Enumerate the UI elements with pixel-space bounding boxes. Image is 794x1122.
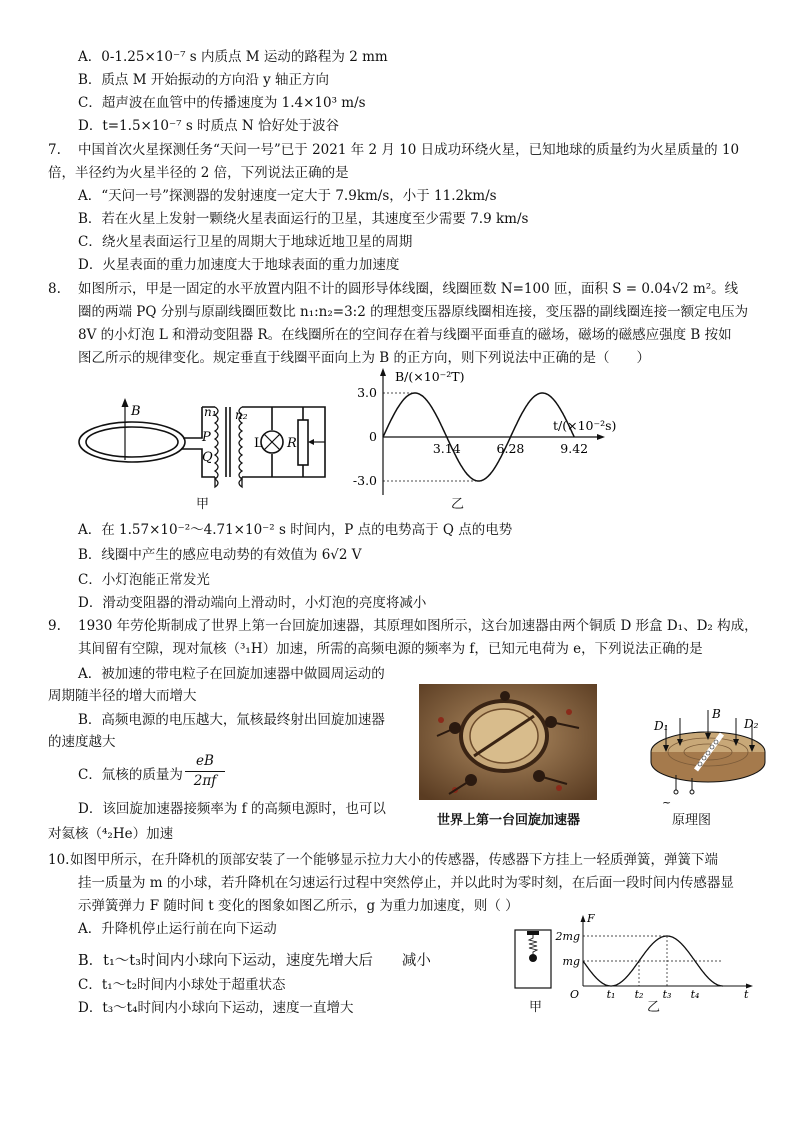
q9-option-d-line2: 对氦核（⁴₂He）加速 xyxy=(48,826,174,842)
q8-number: 8. xyxy=(48,281,61,297)
label-ac-source: ~ xyxy=(662,796,672,809)
lead-to-p xyxy=(183,433,202,438)
label-d1: D₁ xyxy=(654,719,669,733)
q10-fig-yi-label: 乙 xyxy=(647,1000,661,1015)
q8-circuit-figure xyxy=(75,385,335,500)
q10-ft-graph xyxy=(555,912,758,1002)
rheostat-box xyxy=(298,420,308,465)
q9-option-b-line1: B．高频电源的电压越大，氚核最终射出回旋加速器 xyxy=(78,712,385,728)
q7-option-b: B．若在火星上发射一颗绕火星表面运行的卫星，其速度至少需要 7.9 km/s xyxy=(78,211,529,227)
coil-inner-ring xyxy=(86,427,178,457)
q7-option-c: C．绕火星表面运行卫星的周期大于地球近地卫星的周期 xyxy=(78,234,413,250)
label-n1: n₁ xyxy=(204,405,217,419)
bt-y-tick-label: 3.0 xyxy=(357,385,377,400)
cyclotron-principle-diagram xyxy=(646,700,776,810)
bt-x-tick-label: 9.42 xyxy=(560,441,589,456)
q10-stem-line1: 如图甲所示，在升降机的顶部安装了一个能够显示拉力大小的传感器，传感器下方挂上一轻质弹簧，弹簧下端 xyxy=(70,852,718,868)
q9-option-a-line1: A．被加速的带电粒子在回旋加速器中做圆周运动的 xyxy=(78,666,385,682)
ft-x-tick-label: t₃ xyxy=(662,988,672,1001)
q8-stem-line2: 圈的两端 PQ 分别与原副线圈匝数比 n₁:n₂=3:2 的理想变压器原线圈相连接，变压器的副线圈连接一额定电压为 xyxy=(78,304,749,320)
q8-option-b: B．线圈中产生的感应电动势的有效值为 6√2 V xyxy=(78,547,362,563)
q9-option-b-line2: 的速度越大 xyxy=(48,734,116,750)
ft-origin-label: O xyxy=(569,988,579,1001)
label-l: L xyxy=(254,436,263,451)
ft-y-tick-mg: mg xyxy=(562,955,580,968)
q9-stem-line1: 1930 年劳伦斯制成了世界上第一台回旋加速器，其原理如图所示，这台加速器由两个铜质 D 形盒 D₁、D₂ 构成， xyxy=(78,618,758,634)
q8-option-d: D．滑动变阻器的滑动端向上滑动时，小灯泡的亮度将减小 xyxy=(78,595,427,611)
q8-option-a: A．在 1.57×10⁻²～4.71×10⁻² s 时间内，P 点的电势高于 Q 点的电势 xyxy=(78,522,513,538)
q7-option-a: A．“天问一号”探测器的发射速度一定大于 7.9km/s，小于 11.2km/s xyxy=(78,188,497,204)
lead-to-q xyxy=(181,449,202,455)
ft-x-tick-label: t₄ xyxy=(690,988,700,1001)
b-arrow-head xyxy=(122,398,129,407)
q8-bt-graph xyxy=(352,363,625,498)
ft-y-tick-2mg: 2mg xyxy=(555,930,580,943)
q6-option-c: C．超声波在血管中的传播速度为 1.4×10³ m/s xyxy=(78,95,366,111)
q10-stem-line3: 示弹簧弹力 F 随时间 t 变化的图象如图乙所示，g 为重力加速度，则（ ） xyxy=(78,898,519,914)
label-r: R xyxy=(287,436,297,451)
q10-option-d: D．t₃～t₄时间内小球向下运动，速度一直增大 xyxy=(78,1000,354,1016)
q10-option-b: B．t₁～t₃时间内小球向下运动，速度先增大后 减小 xyxy=(78,953,431,969)
bt-y-arrow xyxy=(380,368,386,376)
q10-stem-line2: 挂一质量为 m 的小球，若升降机在匀速运行过程中突然停止，并以此时为零时刻，在后面一段时间内传感器显 xyxy=(78,875,734,891)
q8-fig-yi-label: 乙 xyxy=(451,497,465,512)
q7-stem-line2: 倍，半径约为火星半径的 2 倍，下列说法正确的是 xyxy=(48,165,349,181)
diagram-caption: 原理图 xyxy=(672,813,712,828)
q8-stem-line1: 如图所示，甲是一固定的水平放置内阻不计的圆形导体线圈，线圈匝数 N=100 匝，面积 S = 0.04√2 m²。线 xyxy=(78,281,739,297)
ft-x-tick-label: t₂ xyxy=(634,988,644,1001)
label-q: Q xyxy=(202,450,213,465)
label-n2: n₂ xyxy=(235,408,248,422)
bt-y-tick-label: -3.0 xyxy=(352,473,377,488)
q7-number: 7. xyxy=(48,142,61,158)
label-b-field: B xyxy=(712,707,721,721)
q8-stem-line4: 图乙所示的规律变化。规定垂直于线圈平面向上为 B 的正方向，则下列说法中正确的是（ ） xyxy=(78,350,651,366)
bt-xlabel: t/(×10⁻²s) xyxy=(553,418,617,433)
ft-xlabel: t xyxy=(744,988,749,1001)
bt-x-tick-label: 3.14 xyxy=(432,441,461,456)
q7-stem-line1: 中国首次火星探测任务“天问一号”已于 2021 年 2 月 10 日成功环绕火星，已知地球的质量约为火星质量的 10 xyxy=(78,142,740,158)
q9-option-c-fraction xyxy=(185,752,225,791)
q6-option-d: D．t=1.5×10⁻⁷ s 时质点 N 恰好处于波谷 xyxy=(78,118,339,134)
q9-option-d-line1: D．该回旋加速器接频率为 f 的高频电源时，也可以 xyxy=(78,801,386,817)
q6-option-b: B．质点 M 开始振动的方向沿 y 轴正方向 xyxy=(78,72,330,88)
q10-option-c: C．t₁～t₂时间内小球处于超重状态 xyxy=(78,977,286,993)
q8-fig-jia-label: 甲 xyxy=(196,497,210,512)
cyclotron-photo xyxy=(419,684,597,800)
q7-option-d: D．火星表面的重力加速度大于地球表面的重力加速度 xyxy=(78,257,400,273)
bt-x-arrow xyxy=(597,434,605,440)
q6-option-a: A．0-1.25×10⁻⁷ s 内质点 M 运动的路程为 2 mm xyxy=(78,49,388,65)
q9-number: 9. xyxy=(48,618,61,634)
coil-outer-ring xyxy=(79,422,185,462)
fraction-denominator: 2πf xyxy=(193,773,217,789)
q8-stem-line3: 8V 的小灯泡 L 和滑动变阻器 R。在线圈所在的空间存在着与线圈平面垂直的磁场，磁场的磁感应强度 B 按如 xyxy=(78,327,732,343)
ft-x-tick-label: t₁ xyxy=(606,988,616,1001)
q9-option-c-prefix: C．氚核的质量为 xyxy=(78,767,183,783)
bt-ylabel: B/(×10⁻²T) xyxy=(395,369,465,384)
q10-elevator-figure xyxy=(512,928,556,992)
q9-stem-line2: 其间留有空隙，现对氚核（³₁H）加速，所需的高频电源的频率为 f，已知元电荷为 e，下列说法正确的是 xyxy=(78,641,703,657)
q10-number: 10. xyxy=(48,852,70,868)
photo-caption: 世界上第一台回旋加速器 xyxy=(437,813,581,828)
slider-arrow-head xyxy=(308,439,314,445)
bt-x-tick-label: 6.28 xyxy=(496,441,525,456)
q10-fig-jia-label: 甲 xyxy=(529,1000,543,1015)
ft-y-arrow xyxy=(581,915,586,922)
label-d2: D₂ xyxy=(744,717,759,731)
bt-y-tick-label: 0 xyxy=(369,429,377,444)
q8-option-c: C．小灯泡能正常发光 xyxy=(78,572,210,588)
fraction-numerator: eB xyxy=(185,752,225,772)
label-p: P xyxy=(202,430,211,445)
q9-option-a-line2: 周期随半径的增大而增大 xyxy=(48,688,197,704)
ft-ylabel: F xyxy=(587,912,595,925)
label-b: B xyxy=(131,404,141,419)
primary-winding xyxy=(215,407,218,487)
q10-option-a: A．升降机停止运行前在向下运动 xyxy=(78,921,277,937)
